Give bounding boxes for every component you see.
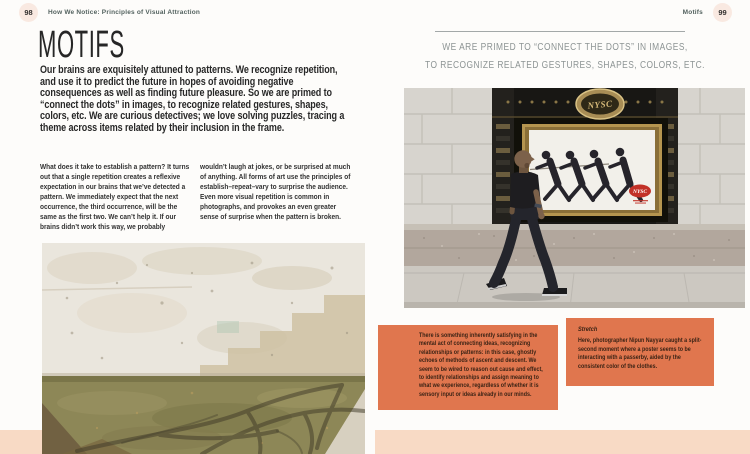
caption-stretch xyxy=(566,318,714,386)
body-column-2-text: wouldn’t laugh at jokes, or be surprised at much of anything. All forms of art use the principles of establish–repeat–vary to surprise the audience. Even more visual repetition is common in photographs, and provokes an even greater sense of surprise when the pattern is broken. xyxy=(200,162,351,221)
running-title-left: How We Notice: Principles of Visual Attraction xyxy=(48,9,201,16)
nysc-gold-sign xyxy=(576,89,624,119)
sidewalk xyxy=(404,266,745,308)
body-column-2 xyxy=(200,162,353,222)
nysc-sign-text: NYSC xyxy=(587,98,613,111)
street-poster-photo xyxy=(404,88,745,308)
chapter-title: MOTIFS xyxy=(38,24,125,66)
intro-paragraph xyxy=(40,65,348,135)
pull-quote xyxy=(419,38,712,74)
page-number-right: 99 xyxy=(718,8,727,17)
caption-main-text: There is something inherently satisfying in the mental act of connecting ideas, recognizing relationships or patterns: in this case, ghostly echoes of methods of ascent and descent. We seem to be wired to reason out cause and effect, to identify relationships and assign meaning to what we experience, regardless of whether it is sensory input or ideas already in our minds. xyxy=(419,332,543,398)
pull-quote-line2: TO RECOGNIZE RELATED GESTURES, SHAPES, COLORS, ETC. xyxy=(425,59,705,71)
pull-quote-line1: WE ARE PRIMED TO “CONNECT THE DOTS” IN IMAGES, xyxy=(442,41,688,53)
body-column-1-text: What does it take to establish a pattern? It turns out that a single repetition creates a reflexive expectation in our brains that we’ve detected a pattern. We immediately expect that the next occurrence, the third occurrence, will be the same as the first two. We can’t help it. If our brains didn’t work this way, we probably xyxy=(40,162,190,231)
caption-stretch-text: Here, photographer Nipun Nayyar caught a split-second moment where a poster seems to be interacting with a passerby, aided by the consistent color of the clothes. xyxy=(578,337,702,370)
peach-strip xyxy=(375,430,750,454)
body-column-1 xyxy=(40,162,193,232)
running-title-right: Motifs xyxy=(682,9,703,16)
quote-rule xyxy=(435,31,685,32)
page-number-badge-right xyxy=(713,3,732,22)
peach-corner-block xyxy=(0,430,42,454)
page-number-badge-left xyxy=(19,3,38,22)
page-number-left: 98 xyxy=(24,8,33,17)
nysc-logo-text: NYSC xyxy=(632,189,648,196)
wall-staircase-photo xyxy=(42,243,365,454)
intro-text: Our brains are exquisitely attuned to patterns. We recognize repetition, and use it to predict the future in hopes of avoiding negative consequences as well as finding future pleasure. So we are primed to “connect the dots” in images, to recognize related gestures, shapes, colors, etc. We are curious detectives; we love solving puzzles, tracing a theme across items related by their inclusion in the frame. xyxy=(40,64,345,134)
caption-main xyxy=(378,325,558,410)
caption-stretch-title: Stretch xyxy=(578,326,598,333)
